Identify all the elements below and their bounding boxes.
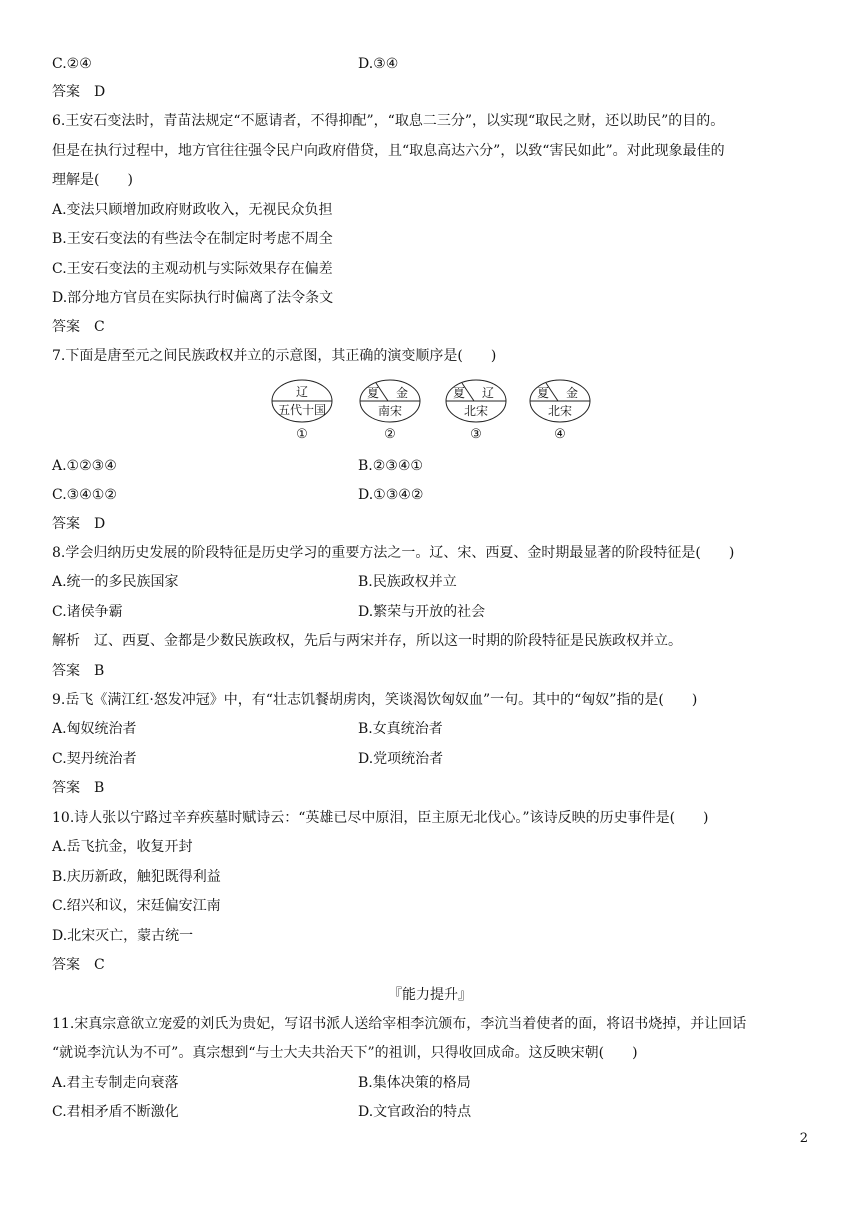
diagram2-top-right: 金 [395, 386, 409, 400]
q10-option-d: D.北宋灭亡，蒙古统一 [52, 928, 194, 944]
section-heading: 『能力提升』 [388, 987, 472, 1003]
q6-stem-line3: 理解是( ) [52, 172, 133, 188]
q9-option-a: A.匈奴统治者 [52, 721, 137, 737]
q8-option-c: C.诸侯争霸 [52, 604, 123, 620]
q9-option-b: B.女真统治者 [358, 721, 443, 737]
q10-option-b: B.庆历新政，触犯既得利益 [52, 869, 221, 885]
q7-option-c: C.③④①② [52, 487, 117, 503]
diagram3-top-left: 夏 [452, 386, 466, 400]
diagram2-label: ② [384, 427, 396, 442]
q9-answer: 答案 B [52, 780, 105, 796]
q6-option-c: C.王安石变法的主观动机与实际效果存在偏差 [52, 261, 333, 277]
q10-stem: 10.诗人张以宁路过辛弃疾墓时赋诗云：“英雄已尽中原泪，臣主原无北伐心。”该诗反映的历史事件是( ) [52, 810, 709, 826]
regime-diagram-2 [358, 377, 422, 425]
q7-answer: 答案 D [52, 516, 106, 532]
regime-diagram-1 [270, 377, 334, 425]
diagram3-bottom: 北宋 [463, 404, 489, 418]
q11-option-a: A.君主专制走向衰落 [52, 1075, 179, 1091]
q10-option-a: A.岳飞抗金，收复开封 [52, 839, 193, 855]
diagram4-top-left: 夏 [536, 386, 550, 400]
q8-answer: 答案 B [52, 663, 105, 679]
q11-stem-line2: “就说李沆认为不可”。真宗想到“与士大夫共治天下”的祖训，只得收回成命。这反映宋朝( ) [52, 1045, 638, 1061]
diagram1-bottom: 五代十国 [277, 403, 327, 417]
q5-option-c: C.②④ [52, 56, 92, 72]
diagram4-bottom: 北宋 [547, 404, 573, 418]
diagram3-label: ③ [470, 427, 482, 442]
regime-diagram-4 [528, 377, 592, 425]
q11-option-d: D.文官政治的特点 [358, 1104, 472, 1120]
diagram1-top: 辽 [295, 385, 309, 399]
q6-option-d: D.部分地方官员在实际执行时偏离了法令条文 [52, 290, 334, 306]
diagram3-top-right: 辽 [481, 386, 495, 400]
q5-answer: 答案 D [52, 84, 106, 100]
diagram4-top-right: 金 [565, 386, 579, 400]
q7-stem: 7.下面是唐至元之间民族政权并立的示意图，其正确的演变顺序是( ) [52, 348, 497, 364]
diagram1-label: ① [296, 427, 308, 442]
q11-option-b: B.集体决策的格局 [358, 1075, 471, 1091]
q6-answer: 答案 C [52, 319, 105, 335]
q11-option-c: C.君相矛盾不断激化 [52, 1104, 179, 1120]
q9-stem: 9.岳飞《满江红·怒发冲冠》中，有“壮志饥餐胡虏肉，笑谈渴饮匈奴血”一句。其中的“匈奴”指的是( ) [52, 692, 698, 708]
q8-option-d: D.繁荣与开放的社会 [358, 604, 486, 620]
q7-option-b: B.②③④① [358, 458, 423, 474]
q6-option-b: B.王安石变法的有些法令在制定时考虑不周全 [52, 231, 333, 247]
q11-stem-line1: 11.宋真宗意欲立宠爱的刘氏为贵妃，写诏书派人送给宰相李沆颁布，李沆当着使者的面，将诏书烧掉，并让回话 [52, 1016, 747, 1032]
diagram4-label: ④ [554, 427, 566, 442]
q10-option-c: C.绍兴和议，宋廷偏安江南 [52, 898, 221, 914]
q6-stem-line1: 6.王安石变法时，青苗法规定“不愿请者，不得抑配”，“取息二三分”，以实现“取民之财，还以助民”的目的。 [52, 113, 725, 129]
q8-analysis: 解析 辽、西夏、金都是少数民族政权，先后与两宋并存，所以这一时期的阶段特征是民族政权并立。 [52, 633, 682, 649]
q6-stem-line2: 但是在执行过程中，地方官往往强令民户向政府借贷，且“取息高达六分”，以致“害民如此”。对此现象最佳的 [52, 143, 725, 159]
page-number: 2 [799, 1131, 808, 1146]
q5-option-d: D.③④ [358, 56, 399, 72]
q7-option-a: A.①②③④ [52, 458, 117, 474]
q9-option-c: C.契丹统治者 [52, 751, 137, 767]
q6-option-a: A.变法只顾增加政府财政收入，无视民众负担 [52, 202, 333, 218]
q8-stem: 8.学会归纳历史发展的阶段特征是历史学习的重要方法之一。辽、宋、西夏、金时期最显著的阶段特征是( ) [52, 545, 735, 561]
q10-answer: 答案 C [52, 957, 105, 973]
diagram2-bottom: 南宋 [377, 404, 403, 418]
q7-option-d: D.①③④② [358, 487, 424, 503]
q8-option-b: B.民族政权并立 [358, 574, 457, 590]
q9-option-d: D.党项统治者 [358, 751, 444, 767]
regime-diagram-3 [444, 377, 508, 425]
diagram2-top-left: 夏 [366, 386, 380, 400]
q8-option-a: A.统一的多民族国家 [52, 574, 179, 590]
